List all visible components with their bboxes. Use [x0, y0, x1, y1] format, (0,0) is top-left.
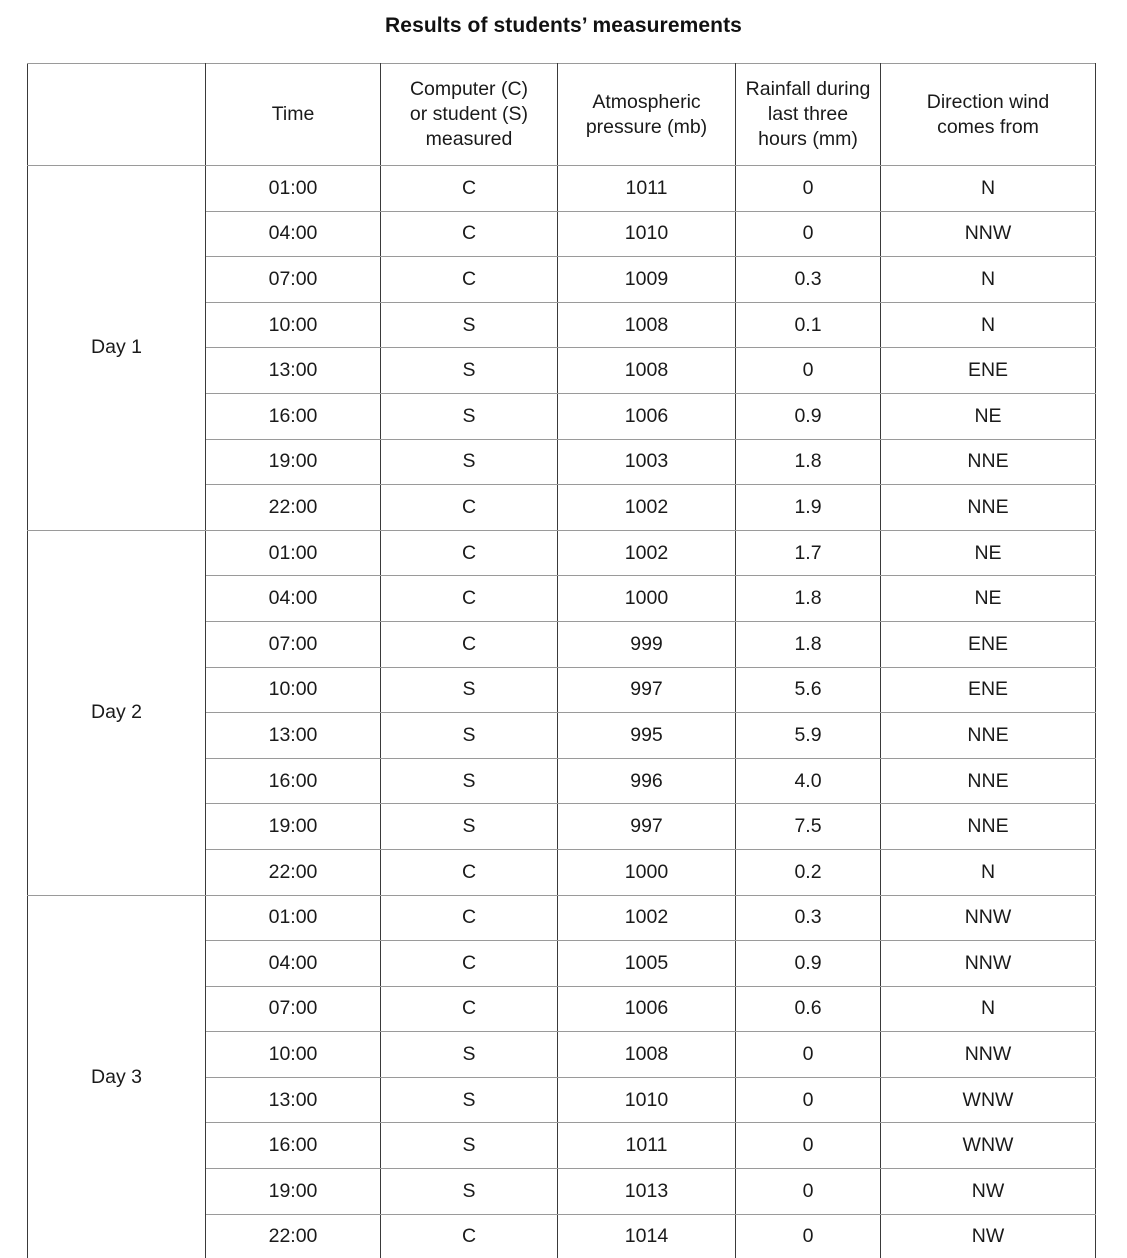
- cell-time: 04:00: [206, 941, 381, 987]
- cell-pressure: 1000: [558, 576, 736, 622]
- cell-rainfall: 5.6: [736, 667, 881, 713]
- cell-measured-by: S: [381, 302, 558, 348]
- cell-pressure: 999: [558, 621, 736, 667]
- cell-rainfall: 0: [736, 1214, 881, 1258]
- cell-wind-direction: WNW: [881, 1077, 1096, 1123]
- cell-wind-direction: NE: [881, 576, 1096, 622]
- cell-rainfall: 0: [736, 1077, 881, 1123]
- cell-measured-by: C: [381, 166, 558, 212]
- cell-measured-by: C: [381, 530, 558, 576]
- cell-pressure: 1005: [558, 941, 736, 987]
- cell-pressure: 1002: [558, 485, 736, 531]
- cell-pressure: 995: [558, 713, 736, 759]
- cell-measured-by: C: [381, 941, 558, 987]
- cell-time: 07:00: [206, 621, 381, 667]
- page-title: Results of students’ measurements: [385, 14, 742, 37]
- cell-pressure: 1010: [558, 1077, 736, 1123]
- cell-time: 13:00: [206, 1077, 381, 1123]
- cell-rainfall: 1.7: [736, 530, 881, 576]
- cell-rainfall: 7.5: [736, 804, 881, 850]
- cell-time: 19:00: [206, 1169, 381, 1215]
- cell-measured-by: S: [381, 348, 558, 394]
- cell-rainfall: 0: [736, 166, 881, 212]
- table-body: [28, 166, 1096, 1258]
- cell-wind-direction: NNW: [881, 1032, 1096, 1078]
- cell-wind-direction: WNW: [881, 1123, 1096, 1169]
- cell-wind-direction: ENE: [881, 348, 1096, 394]
- cell-rainfall: 0.3: [736, 257, 881, 303]
- header-line: last three: [767, 103, 849, 125]
- cell-wind-direction: N: [881, 302, 1096, 348]
- cell-measured-by: C: [381, 211, 558, 257]
- cell-time: 13:00: [206, 348, 381, 394]
- cell-wind-direction: NNW: [881, 211, 1096, 257]
- header-line: Atmospheric: [592, 90, 701, 113]
- cell-wind-direction: NNE: [881, 485, 1096, 531]
- cell-time: 04:00: [206, 576, 381, 622]
- cell-measured-by: S: [381, 393, 558, 439]
- cell-wind-direction: N: [881, 166, 1096, 212]
- cell-wind-direction: NNE: [881, 804, 1096, 850]
- measurements-table: [27, 63, 1096, 1258]
- cell-pressure: 1010: [558, 211, 736, 257]
- cell-wind-direction: N: [881, 257, 1096, 303]
- cell-time: 07:00: [206, 257, 381, 303]
- cell-rainfall: 0.1: [736, 302, 881, 348]
- header-line: Rainfall during: [745, 78, 871, 100]
- cell-wind-direction: NE: [881, 530, 1096, 576]
- cell-measured-by: S: [381, 1169, 558, 1215]
- day-group-label: Day 3: [28, 895, 206, 1258]
- cell-measured-by: S: [381, 758, 558, 804]
- header-line: pressure (mb): [585, 115, 708, 138]
- table-row: [28, 895, 1096, 941]
- cell-pressure: 996: [558, 758, 736, 804]
- cell-time: 01:00: [206, 530, 381, 576]
- cell-measured-by: C: [381, 986, 558, 1032]
- header-line: hours (mm): [758, 128, 858, 150]
- cell-pressure: 1014: [558, 1214, 736, 1258]
- cell-time: 13:00: [206, 713, 381, 759]
- cell-time: 10:00: [206, 667, 381, 713]
- cell-time: 16:00: [206, 758, 381, 804]
- cell-pressure: 1008: [558, 302, 736, 348]
- header-line: Computer (C): [409, 78, 529, 100]
- cell-rainfall: 0: [736, 211, 881, 257]
- cell-measured-by: S: [381, 713, 558, 759]
- cell-measured-by: S: [381, 804, 558, 850]
- cell-wind-direction: NNE: [881, 439, 1096, 485]
- cell-pressure: 1011: [558, 1123, 736, 1169]
- cell-time: 16:00: [206, 1123, 381, 1169]
- day-group-label: Day 1: [28, 166, 206, 531]
- cell-pressure: 997: [558, 804, 736, 850]
- cell-wind-direction: NNE: [881, 758, 1096, 804]
- cell-wind-direction: N: [881, 849, 1096, 895]
- cell-time: 19:00: [206, 439, 381, 485]
- cell-time: 10:00: [206, 1032, 381, 1078]
- cell-rainfall: 0.9: [736, 393, 881, 439]
- header-line: measured: [425, 128, 513, 150]
- column-header-measured-by: [381, 64, 558, 166]
- cell-pressure: 1006: [558, 393, 736, 439]
- cell-wind-direction: NNW: [881, 941, 1096, 987]
- cell-measured-by: S: [381, 1123, 558, 1169]
- column-header-wind-direction: [881, 64, 1096, 166]
- cell-rainfall: 0: [736, 348, 881, 394]
- cell-measured-by: S: [381, 1032, 558, 1078]
- cell-pressure: 1002: [558, 895, 736, 941]
- cell-measured-by: C: [381, 621, 558, 667]
- cell-time: 10:00: [206, 302, 381, 348]
- column-header-rainfall: [736, 64, 881, 166]
- cell-wind-direction: NW: [881, 1214, 1096, 1258]
- column-header-atmospheric-pressure: [558, 64, 736, 166]
- cell-rainfall: 0.6: [736, 986, 881, 1032]
- cell-measured-by: C: [381, 849, 558, 895]
- cell-pressure: 1003: [558, 439, 736, 485]
- cell-time: 19:00: [206, 804, 381, 850]
- cell-measured-by: C: [381, 1214, 558, 1258]
- cell-wind-direction: NNW: [881, 895, 1096, 941]
- column-header-time: Time: [206, 64, 381, 166]
- cell-pressure: 1006: [558, 986, 736, 1032]
- cell-measured-by: C: [381, 576, 558, 622]
- cell-measured-by: S: [381, 667, 558, 713]
- cell-measured-by: S: [381, 1077, 558, 1123]
- cell-measured-by: C: [381, 485, 558, 531]
- cell-wind-direction: NE: [881, 393, 1096, 439]
- cell-wind-direction: ENE: [881, 667, 1096, 713]
- cell-pressure: 997: [558, 667, 736, 713]
- cell-time: 22:00: [206, 1214, 381, 1258]
- cell-pressure: 1011: [558, 166, 736, 212]
- table-header-row: [28, 64, 1096, 166]
- cell-rainfall: 0.9: [736, 941, 881, 987]
- header-line: Direction wind: [926, 90, 1050, 113]
- cell-rainfall: 1.8: [736, 621, 881, 667]
- cell-pressure: 1000: [558, 849, 736, 895]
- cell-wind-direction: NNE: [881, 713, 1096, 759]
- cell-time: 07:00: [206, 986, 381, 1032]
- cell-rainfall: 4.0: [736, 758, 881, 804]
- header-line: comes from: [937, 115, 1039, 138]
- cell-time: 16:00: [206, 393, 381, 439]
- cell-pressure: 1013: [558, 1169, 736, 1215]
- cell-measured-by: C: [381, 257, 558, 303]
- table-header: [28, 64, 1096, 166]
- table-row: [28, 166, 1096, 212]
- cell-rainfall: 0: [736, 1032, 881, 1078]
- cell-time: 22:00: [206, 849, 381, 895]
- cell-rainfall: 1.9: [736, 485, 881, 531]
- cell-measured-by: S: [381, 439, 558, 485]
- cell-time: 01:00: [206, 166, 381, 212]
- cell-measured-by: C: [381, 895, 558, 941]
- cell-wind-direction: NW: [881, 1169, 1096, 1215]
- header-line: or student (S): [409, 103, 529, 125]
- column-header-day: [28, 64, 206, 166]
- cell-rainfall: 0: [736, 1123, 881, 1169]
- cell-pressure: 1008: [558, 348, 736, 394]
- cell-rainfall: 1.8: [736, 439, 881, 485]
- day-group-label: Day 2: [28, 530, 206, 895]
- cell-pressure: 1008: [558, 1032, 736, 1078]
- cell-rainfall: 5.9: [736, 713, 881, 759]
- cell-time: 01:00: [206, 895, 381, 941]
- cell-time: 22:00: [206, 485, 381, 531]
- cell-pressure: 1002: [558, 530, 736, 576]
- cell-rainfall: 0.2: [736, 849, 881, 895]
- cell-time: 04:00: [206, 211, 381, 257]
- cell-pressure: 1009: [558, 257, 736, 303]
- cell-rainfall: 0.3: [736, 895, 881, 941]
- cell-wind-direction: N: [881, 986, 1096, 1032]
- table-row: [28, 530, 1096, 576]
- cell-rainfall: 0: [736, 1169, 881, 1215]
- cell-wind-direction: ENE: [881, 621, 1096, 667]
- cell-rainfall: 1.8: [736, 576, 881, 622]
